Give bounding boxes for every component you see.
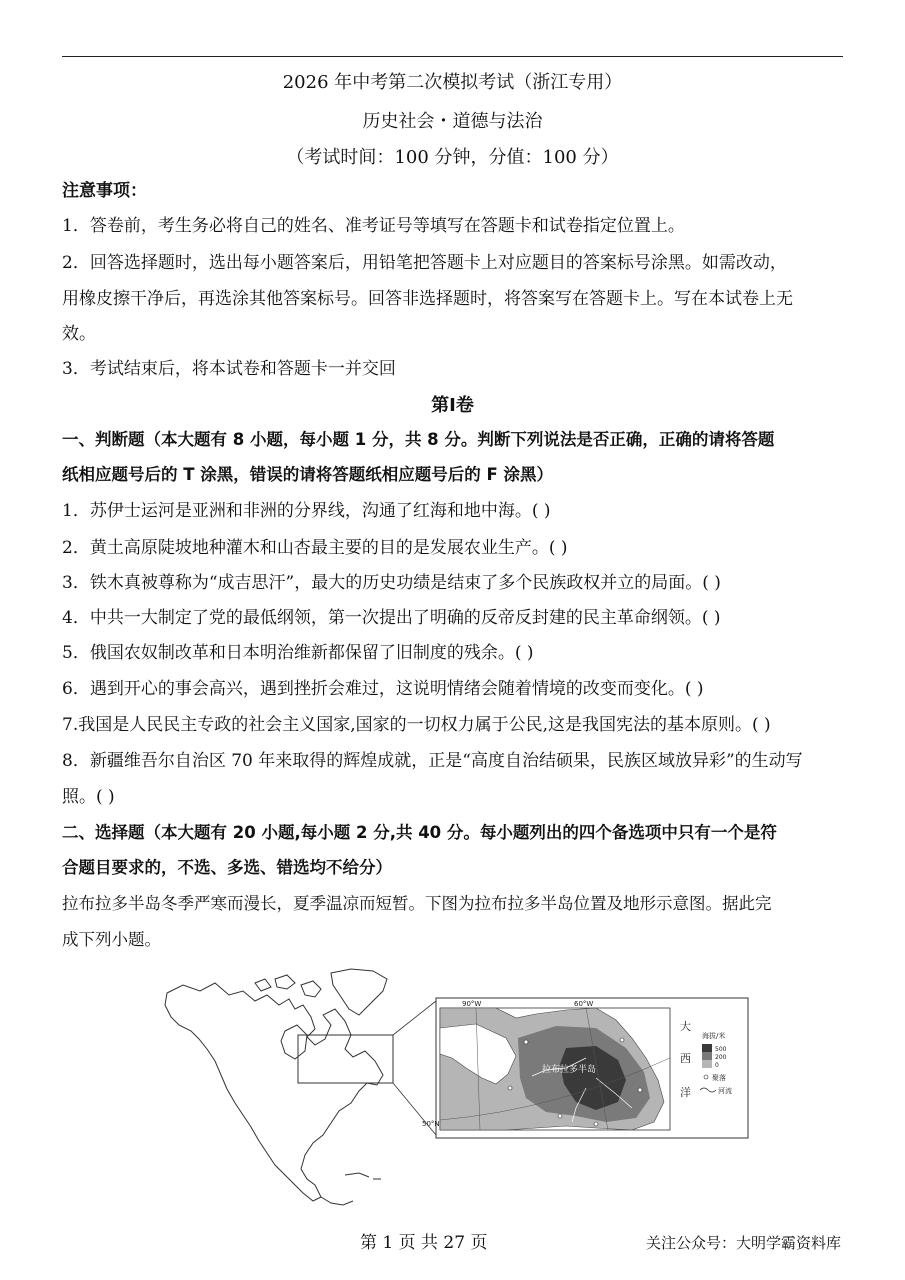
section2-heading: 二、选择题（本大题有 20 小题,每小题 2 分,共 40 分。每小题列出的四个备选项中只有一个是符 xyxy=(62,823,777,842)
section1-heading-cont: 纸相应题号后的 T 涂黑，错误的请将答题纸相应题号后的 F 涂黑） xyxy=(62,465,554,484)
question-2: 2．黄土高原陡坡地种灌木和山杏最主要的目的是发展农业生产。( ) xyxy=(62,538,568,558)
ocean-label-2: 西 xyxy=(680,1052,691,1065)
page-number: 第 1 页 共 27 页 xyxy=(360,1233,488,1253)
top-rule xyxy=(62,56,843,57)
ocean-label-1: 大 xyxy=(680,1020,691,1033)
legend-0: 0 xyxy=(715,1062,719,1069)
section1-heading: 一、判断题（本大题有 8 小题，每小题 1 分，共 8 分。判断下列说法是否正确，正确的请将答题 xyxy=(62,430,775,449)
section2-intro: 拉布拉多半岛冬季严寒而漫长，夏季温凉而短暂。下图为拉布拉多半岛位置及地形示意图。据此完 xyxy=(62,894,772,913)
question-6: 6．遇到开心的事会高兴，遇到挫折会难过，这说明情绪会随着情境的改变而变化。( ) xyxy=(62,679,704,699)
notice-heading: 注意事项： xyxy=(62,181,147,201)
legend-200: 200 xyxy=(715,1054,727,1061)
labrador-label: 拉布拉多半岛 xyxy=(542,1065,597,1075)
ocean-label-3: 洋 xyxy=(680,1086,691,1099)
question-4: 4．中共一大制定了党的最低纲领，第一次提出了明确的反帝反封建的民主革命纲领。( ) xyxy=(62,608,721,628)
notice-item-2: 2．回答选择题时，选出每小题答案后，用铅笔把答题卡上对应题目的答案标号涂黑。如需改动， xyxy=(62,253,787,273)
exam-subject: 历史社会・道德与法治 xyxy=(362,111,543,132)
notice-item-1: 1．答卷前，考生务必将自己的姓名、准考证号等填写在答题卡和试卷指定位置上。 xyxy=(62,216,685,236)
watermark-text: 关注公众号：大明学霸资料库 xyxy=(646,1234,842,1252)
notice-item-3: 3．考试结束后，将本试卷和答题卡一并交回 xyxy=(62,359,396,379)
exam-title: 2026 年中考第二次模拟考试（浙江专用） xyxy=(282,72,623,93)
question-8-cont: 照。( ) xyxy=(62,787,115,807)
notice-item-2-end: 效。 xyxy=(62,324,96,344)
legend-title: 海拔/米 xyxy=(702,1032,726,1040)
volume-label: 第Ⅰ卷 xyxy=(431,395,474,416)
lat-50n-label: 50°N xyxy=(422,1120,440,1128)
question-1: 1．苏伊士运河是亚洲和非洲的分界线，沟通了红海和地中海。( ) xyxy=(62,501,551,521)
labrador-terrain-map xyxy=(422,998,748,1138)
legend-500: 500 xyxy=(715,1046,727,1053)
north-america-map xyxy=(155,965,425,1210)
legend-settlement: 聚落 xyxy=(712,1074,726,1082)
lon-90w-label: 90°W xyxy=(462,1000,482,1008)
legend-river: 河流 xyxy=(718,1087,732,1095)
question-7: 7.我国是人民民主专政的社会主义国家,国家的一切权力属于公民,这是我国宪法的基本原则。( ) xyxy=(62,715,771,735)
question-8: 8．新疆维吾尔自治区 70 年来取得的辉煌成就，正是“高度自治结硕果，民族区域放异彩”的生动写 xyxy=(62,751,803,771)
section2-heading-cont: 合题目要求的，不选、多选、错选均不给分） xyxy=(62,858,392,877)
question-5: 5．俄国农奴制改革和日本明治维新都保留了旧制度的残余。( ) xyxy=(62,643,534,663)
section2-intro-cont: 成下列小题。 xyxy=(62,930,161,949)
lon-60w-label: 60°W xyxy=(574,1000,594,1008)
notice-item-2-cont: 用橡皮擦干净后，再选涂其他答案标号。回答非选择题时，将答案写在答题卡上。写在本试卷上无 xyxy=(62,289,793,309)
question-3: 3．铁木真被尊称为“成吉思汗”，最大的历史功绩是结束了多个民族政权并立的局面。( ) xyxy=(62,573,721,593)
settlement-legend-icon xyxy=(704,1075,708,1079)
exam-time-info: （考试时间：100 分钟，分值：100 分） xyxy=(286,147,619,168)
